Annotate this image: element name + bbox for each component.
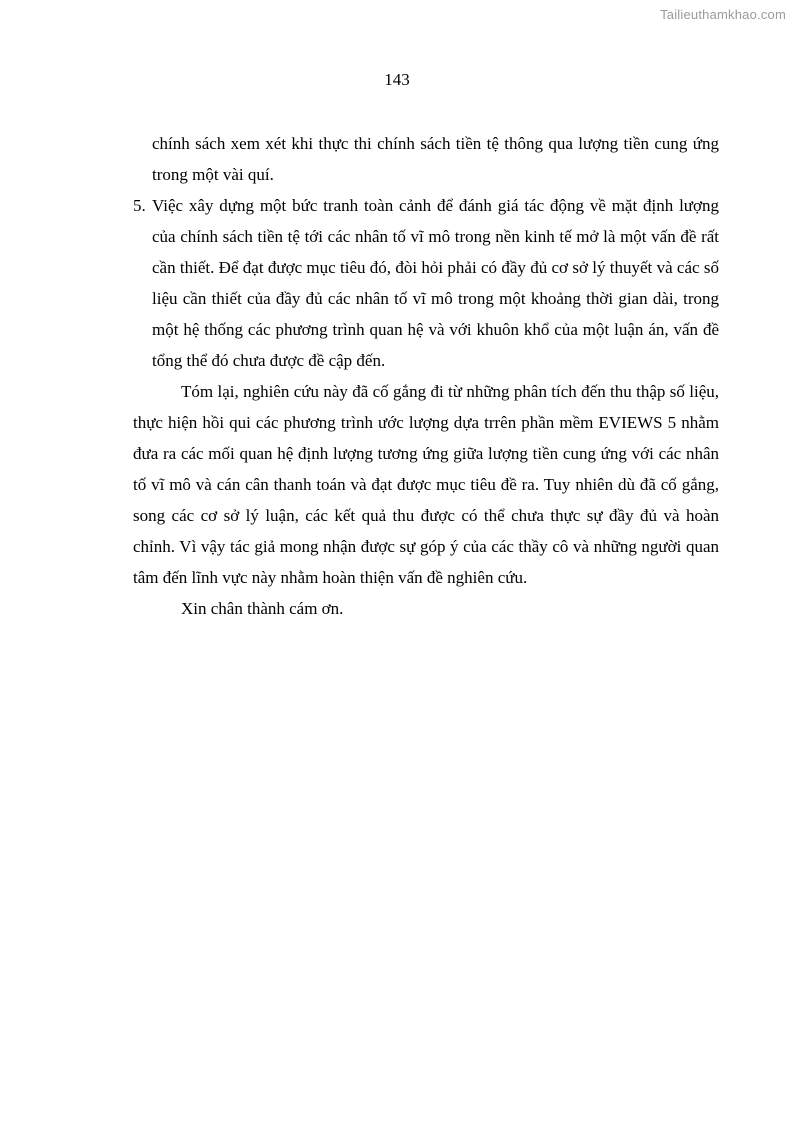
closing-line: Xin chân thành cám ơn. <box>181 599 344 618</box>
list-item-text: Việc xây dựng một bức tranh toàn cảnh để đánh giá tác động về mặt định lượng của chính sách tiền tệ tới các nhân tố vĩ mô trong nền kinh tế mở là một vấn đề rất cần thiết. Để đạt được mục tiêu đó, đòi hỏi phải có đầy đủ cơ sở lý thuyết và các số liệu cần thiết của đầy đủ các nhân tố vĩ mô trong một khoảng thời gian dài, trong một hệ thống các phương trình quan hệ và với khuôn khổ của một luận án, vấn đề tổng thể đó chưa được đề cập đến. <box>152 196 719 370</box>
list-item-marker: 5. <box>133 196 146 215</box>
watermark: Tailieuthamkhao.com <box>660 7 786 22</box>
continued-paragraph: chính sách xem xét khi thực thi chính sách tiền tệ thông qua lượng tiền cung ứng trong một vài quí. <box>152 134 719 184</box>
summary-paragraph: Tóm lại, nghiên cứu này đã cố gắng đi từ những phân tích đến thu thập số liệu, thực hiện hồi qui các phương trình ước lượng dựa trrên phần mềm EVIEWS 5 nhằm đưa ra các mối quan hệ định lượng tương ứng giữa lượng tiền cung ứng với các nhân tố vĩ mô và cán cân thanh toán và đạt được mục tiêu đề ra. Tuy nhiên dù đã cố gắng, song các cơ sở lý luận, các kết quả thu được có thể chưa thực sự đầy đủ và hoàn chỉnh. Vì vậy tác giả mong nhận được sự góp ý của các thầy cô và những người quan tâm đến lĩnh vực này nhằm hoàn thiện vấn đề nghiên cứu. <box>133 382 719 587</box>
document-body <box>133 128 719 624</box>
list-item-5 <box>133 190 719 376</box>
page-number: 143 <box>384 70 410 89</box>
